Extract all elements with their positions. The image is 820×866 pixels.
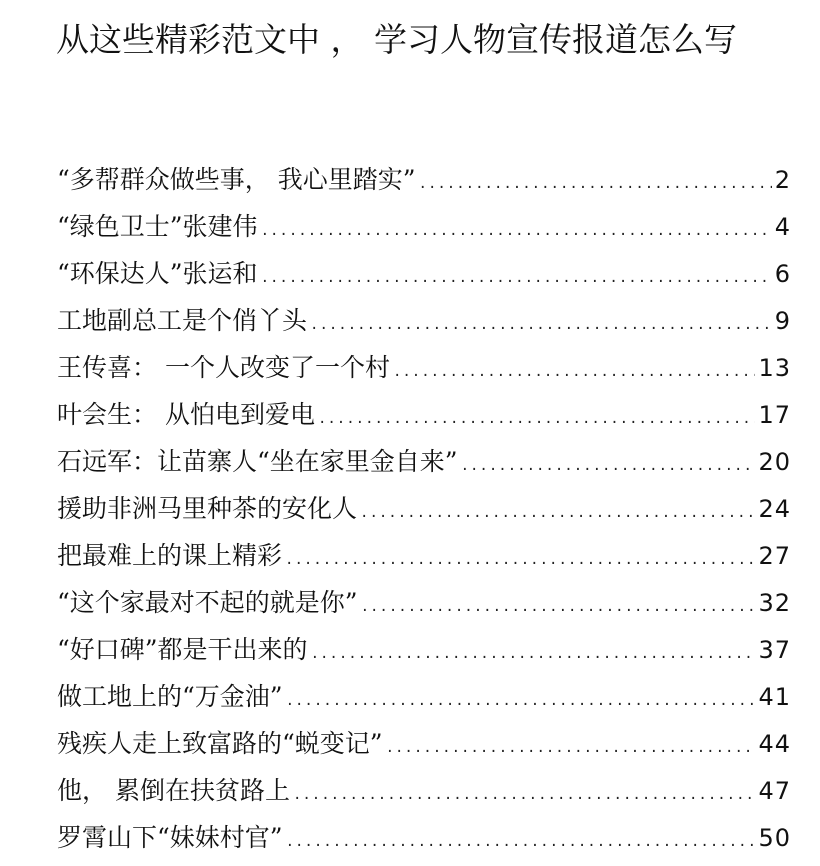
page-title: 从这些精彩范文中 ， 学习人物宣传报道怎么写 xyxy=(56,20,737,59)
toc-entry-title: 把最难上的课上精彩 xyxy=(57,541,283,570)
toc-entry[interactable] xyxy=(57,250,791,297)
toc-page-number: 50 xyxy=(758,824,791,852)
toc-page-number: 6 xyxy=(774,260,791,288)
toc-page-number: 24 xyxy=(758,495,791,523)
toc-entry[interactable] xyxy=(57,673,791,720)
toc-entry[interactable] xyxy=(57,297,791,344)
toc-entry[interactable] xyxy=(57,438,791,485)
toc-entry-title: 石远军：让苗寨人“坐在家里金自来” xyxy=(57,447,458,476)
toc-dot-leader xyxy=(386,725,756,772)
toc-page-number: 9 xyxy=(774,307,791,335)
toc-page-number: 4 xyxy=(774,213,791,241)
toc-dot-leader xyxy=(419,161,772,208)
toc-page-number: 2 xyxy=(774,166,791,194)
toc-entry-title: 他， 累倒在扶贫路上 xyxy=(57,776,290,805)
toc-page-number: 37 xyxy=(758,636,791,664)
toc-entry-title: 做工地上的“万金油” xyxy=(57,682,283,711)
toc-entry-title: “好口碑”都是干出来的 xyxy=(57,635,308,664)
toc-dot-leader xyxy=(310,302,772,349)
toc-dot-leader xyxy=(361,584,756,631)
toc-dot-leader xyxy=(285,537,755,584)
toc-page-number: 27 xyxy=(758,542,791,570)
toc-entry[interactable] xyxy=(57,391,791,438)
toc-entry-title: “绿色卫士”张建伟 xyxy=(57,212,258,241)
toc-entry-title: 王传喜： 一个人改变了一个村 xyxy=(57,353,390,382)
toc-entry-title: 工地副总工是个俏丫头 xyxy=(57,306,308,335)
toc-entry[interactable] xyxy=(57,720,791,767)
toc-page-number: 17 xyxy=(758,401,791,429)
toc-page-number: 20 xyxy=(758,448,791,476)
toc-entry-title: “这个家最对不起的就是你” xyxy=(57,588,358,617)
toc-entry-title: “多帮群众做些事， 我心里踏实” xyxy=(57,165,416,194)
toc-dot-leader xyxy=(286,819,756,866)
toc-entry-title: 罗霄山下“妹妹村官” xyxy=(57,823,283,852)
toc-dot-leader xyxy=(293,772,756,819)
toc-entry[interactable] xyxy=(57,626,791,673)
toc-entry[interactable] xyxy=(57,344,791,391)
toc-entry-title: 残疾人走上致富路的“蜕变记” xyxy=(57,729,383,758)
toc-entry[interactable] xyxy=(57,532,791,579)
toc-entry-title: 援助非洲马里种茶的安化人 xyxy=(57,494,358,523)
toc-entry[interactable] xyxy=(57,203,791,250)
toc-dot-leader xyxy=(360,490,755,537)
toc-dot-leader xyxy=(311,631,756,678)
toc-page-number: 13 xyxy=(758,354,791,382)
toc-dot-leader xyxy=(318,396,756,443)
table-of-contents xyxy=(57,156,791,861)
toc-entry[interactable] xyxy=(57,156,791,203)
toc-dot-leader xyxy=(286,678,756,725)
toc-entry[interactable] xyxy=(57,579,791,626)
toc-page-number: 41 xyxy=(758,683,791,711)
toc-dot-leader xyxy=(261,208,772,255)
toc-entry-title: 叶会生： 从怕电到爱电 xyxy=(57,400,315,429)
toc-entry[interactable] xyxy=(57,485,791,532)
toc-dot-leader xyxy=(393,349,756,396)
toc-dot-leader xyxy=(461,443,756,490)
toc-page-number: 44 xyxy=(758,730,791,758)
toc-page-number: 47 xyxy=(758,777,791,805)
toc-page-number: 32 xyxy=(758,589,791,617)
toc-entry-title: “环保达人”张运和 xyxy=(57,259,258,288)
toc-entry[interactable] xyxy=(57,767,791,814)
toc-dot-leader xyxy=(261,255,772,302)
toc-entry[interactable] xyxy=(57,814,791,861)
